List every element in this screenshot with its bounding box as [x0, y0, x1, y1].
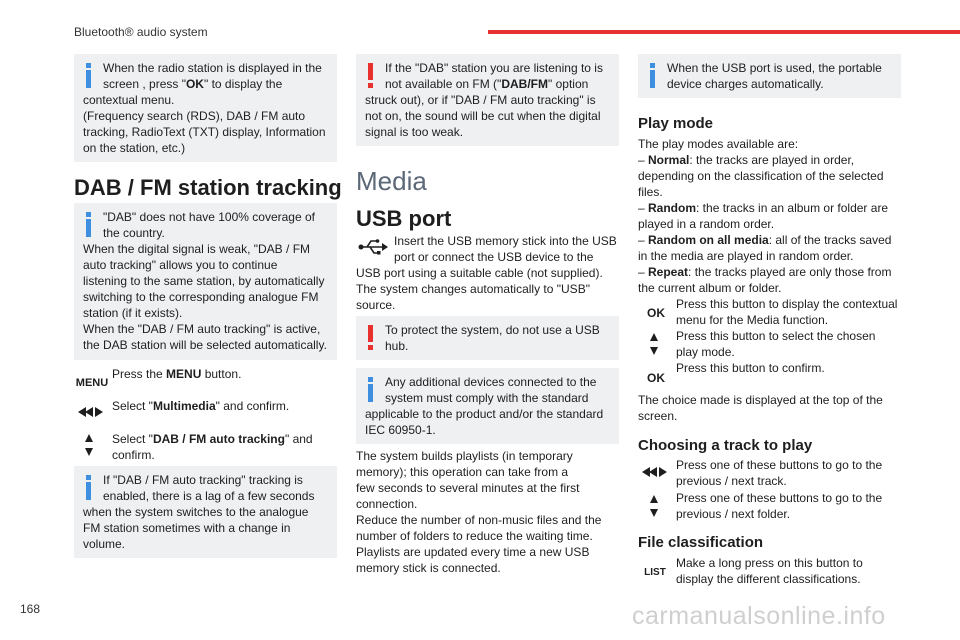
updown-play-mode-text: Press this button to select the chosen play mode.	[676, 329, 876, 359]
section-heading-usb-port: USB port	[356, 206, 452, 231]
track-buttons-text: Press one of these buttons to go to the previous / next track.	[676, 458, 883, 488]
info-icon	[81, 63, 95, 89]
step-select-multimedia: Select "Multimedia" and confirm.	[112, 399, 290, 413]
warning-box-usb-hub: To protect the system, do not use a USB hub.	[356, 316, 619, 360]
section-heading-dab-fm: DAB / FM station tracking	[74, 175, 342, 200]
playlist-description: The system builds playlists (in temporary memory); this operation can take from a few seconds to several minutes at the first connection. Reduce the number of non-music files and the number of folders to reduce the waiting time. Playlists are updated every time a new USB memory stick is connected.	[356, 449, 602, 575]
left-right-arrows-icon	[638, 465, 674, 479]
ok-contextual-text: Press this button to display the contextual menu for the Media function.	[676, 297, 898, 327]
info-box-usb-charging: When the USB port is used, the portable device charges automatically.	[638, 54, 901, 98]
up-down-arrows-icon	[84, 432, 96, 458]
step-select-dab-fm: Select "DAB / FM auto tracking" and confirm.	[112, 432, 313, 462]
folder-buttons-text: Press one of these buttons to go to the previous / next folder.	[676, 491, 883, 521]
info-icon	[81, 475, 95, 501]
warning-icon	[363, 325, 377, 351]
info-box-dab-coverage: "DAB" does not have 100% coverage of the country. When the digital signal is weak, "DAB / FM auto tracking" allows you to continue listening to the same station, by automatically switching to the corresponding analogue FM station (if it exists). When the "DAB / FM auto tracking" is active, the DAB station will be selected automatically.	[74, 203, 337, 360]
warning-box-dab-fm: If the "DAB" station you are listening to is not available on FM ("DAB/FM" option struck out), or if "DAB / FM auto tracking" is not on, the sound will be cut when the digital signal is too weak.	[356, 54, 619, 146]
list-item: – Random on all media: all of the tracks saved	[638, 233, 892, 247]
info-text: When the radio station is displayed in the	[103, 61, 322, 75]
section-heading-media: Media	[356, 166, 427, 196]
menu-icon: MENU	[75, 377, 109, 389]
ok-icon: OK	[647, 371, 665, 385]
up-down-arrows-icon	[649, 331, 661, 357]
list-item: – Normal: the tracks are played in order,	[638, 153, 855, 167]
info-icon	[363, 377, 377, 403]
header-accent-bar	[488, 30, 960, 34]
list-button-text: Make a long press on this button to display the different classifications.	[676, 556, 863, 586]
page-number: 168	[20, 602, 41, 616]
info-box-contextual-menu: When the radio station is displayed in the screen , press "OK" to display the contextual menu. (Frequency search (RDS), DAB / FM auto tracking, RadioText (TXT) display, Information on the station, etc.)	[74, 54, 337, 162]
info-icon	[81, 212, 95, 238]
choice-description: The choice made is displayed at the top of the screen.	[638, 393, 883, 423]
watermark: carmanualsonline.info	[632, 602, 886, 630]
step-press-menu: Press the MENU button.	[112, 367, 242, 381]
header-title: Bluetooth® audio system	[74, 25, 208, 39]
ok-confirm-text: Press this button to confirm.	[676, 361, 825, 375]
info-icon	[645, 63, 659, 89]
play-mode-list: The play modes available are: – Normal: the tracks are played in order, depending on the classification of the selected files. – Random: the tracks in an album or folder are played in a random order. – Random on all media: all of the tracks saved in the media are played in random order. – Repeat: the tracks played are only those from the current album or folder.	[638, 136, 908, 296]
ok-icon: OK	[647, 306, 665, 320]
list-item: – Repeat: the tracks played are only those from	[638, 265, 892, 279]
section-heading-file-classification: File classification	[638, 534, 764, 551]
warning-icon	[363, 63, 377, 89]
section-heading-choosing-track: Choosing a track to play	[638, 437, 813, 454]
usb-description: Insert the USB memory stick into the USB port or connect the USB device to the USB port using a suitable cable (not supplied). The system changes automatically to "USB" source.	[356, 234, 617, 312]
section-heading-play-mode: Play mode	[638, 115, 714, 132]
list-icon: LIST	[644, 567, 666, 578]
list-item: – Random: the tracks in an album or folder are	[638, 201, 889, 215]
info-box-additional-devices: Any additional devices connected to the system must comply with the standard applicable to the product and/or the standard IEC 60950-1.	[356, 368, 619, 444]
info-box-tracking-lag: If "DAB / FM auto tracking" tracking is enabled, there is a lag of a few seconds when the system switches to the analogue FM station sometimes with a change in volume.	[74, 466, 337, 558]
up-down-arrows-icon	[649, 493, 661, 519]
left-right-arrows-icon	[74, 405, 110, 419]
